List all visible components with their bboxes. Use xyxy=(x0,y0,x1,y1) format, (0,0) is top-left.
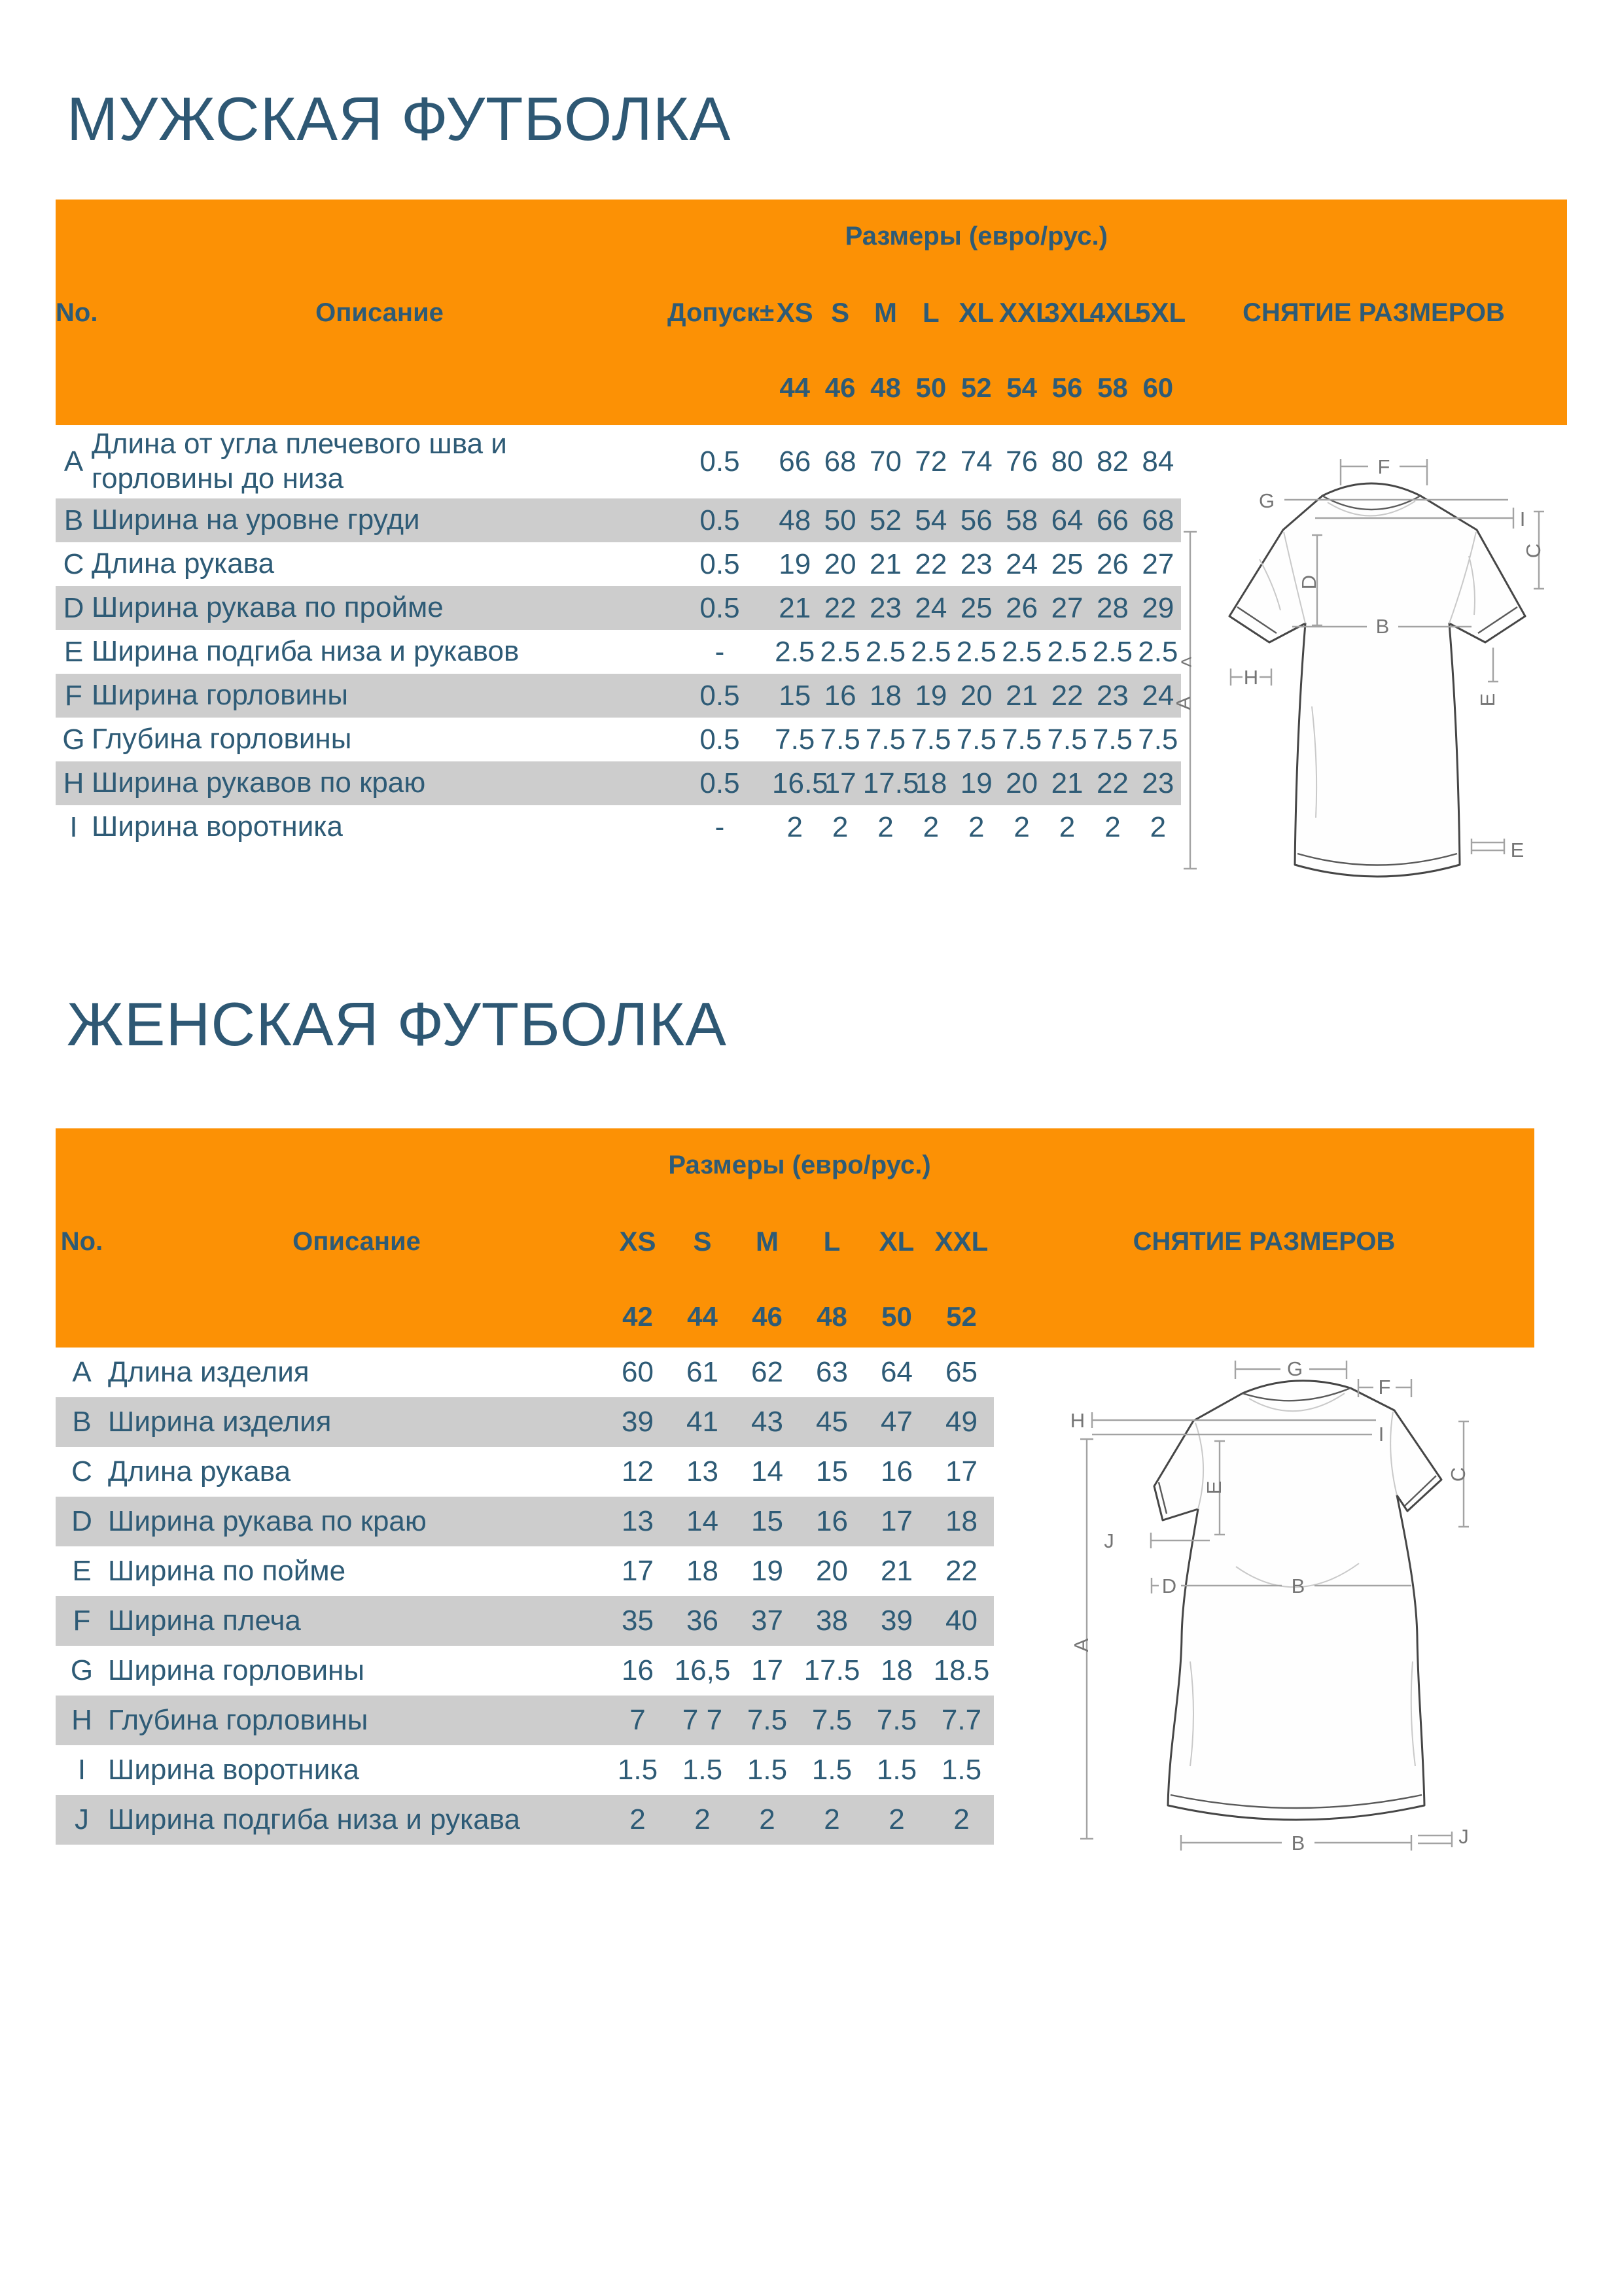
header-row-rus-sizes xyxy=(56,1281,1534,1352)
row-letter: A xyxy=(63,445,84,478)
row-value: 2.5 xyxy=(911,635,951,668)
row-value: 20 xyxy=(816,1555,848,1587)
row-label: Ширина рукава по краю xyxy=(108,1505,427,1537)
row-value: 50 xyxy=(824,504,856,536)
row-value: 7.5 xyxy=(811,1704,853,1736)
row-value: 72 xyxy=(915,445,947,478)
row-value: 2.5 xyxy=(1002,635,1042,668)
row-label: Ширина воротника xyxy=(92,810,343,843)
row-value: 84 xyxy=(1142,445,1174,478)
row-value: 17 xyxy=(824,767,856,799)
row-value: 7.5 xyxy=(956,723,996,756)
row-value: 20 xyxy=(1006,767,1038,799)
size-column-header: S xyxy=(693,1226,712,1257)
row-value: 2 xyxy=(1150,810,1167,843)
col-header-description: Описание xyxy=(315,298,444,327)
row-value: 16.5 xyxy=(772,767,828,799)
row-value: 66 xyxy=(779,445,811,478)
row-value: 7.5 xyxy=(775,723,815,756)
table-row xyxy=(56,542,1181,586)
row-value: 21 xyxy=(870,548,902,580)
table-row xyxy=(56,674,1181,718)
rus-size-column-header: 60 xyxy=(1142,372,1174,403)
table-row xyxy=(56,718,1181,761)
sizes-group-label: Размеры (евро/рус.) xyxy=(668,1150,931,1179)
row-value: 7 xyxy=(629,1704,646,1736)
table-row xyxy=(56,1646,994,1696)
dim-label-g: G xyxy=(1286,1357,1303,1380)
dim-label-g: G xyxy=(1258,489,1275,512)
row-value: 2.5 xyxy=(1138,635,1178,668)
rus-size-column-header: 52 xyxy=(946,1301,977,1332)
table-row xyxy=(56,1546,994,1596)
dim-label-j-hem: J xyxy=(1458,1825,1469,1848)
row-value: 7.5 xyxy=(876,1704,917,1736)
col-header-description: Описание xyxy=(292,1226,421,1256)
men-table-body xyxy=(56,425,1181,849)
row-value: 16 xyxy=(824,679,856,712)
dim-label-d: D xyxy=(1297,574,1320,590)
size-column-header: L xyxy=(823,1226,841,1257)
row-tolerance: - xyxy=(714,635,725,668)
measure-column-header: СНЯТИЕ РАЗМЕРОВ xyxy=(1133,1226,1396,1256)
dim-label-d: D xyxy=(1161,1574,1177,1597)
row-value: 21 xyxy=(881,1555,913,1587)
size-column-header: XXL xyxy=(934,1226,989,1257)
row-value: 80 xyxy=(1051,445,1084,478)
row-value: 52 xyxy=(870,504,902,536)
row-letter: H xyxy=(71,1704,92,1736)
row-value: 17.5 xyxy=(862,767,919,799)
row-value: 64 xyxy=(1051,504,1084,536)
rus-size-column-header: 50 xyxy=(915,372,947,403)
sizes-group-label: Размеры (евро/рус.) xyxy=(845,221,1108,251)
row-value: 22 xyxy=(1051,679,1084,712)
row-value: 2 xyxy=(694,1803,711,1835)
row-value: 18 xyxy=(870,679,902,712)
size-column-header: S xyxy=(831,297,850,328)
row-letter: I xyxy=(69,810,78,843)
row-value: 1.5 xyxy=(747,1754,788,1786)
row-label: Глубина горловины xyxy=(92,723,352,756)
row-value: 12 xyxy=(622,1455,654,1487)
row-value: 7 7 xyxy=(682,1704,723,1736)
row-letter: G xyxy=(70,1654,94,1686)
row-value: 16 xyxy=(622,1654,654,1686)
table-row xyxy=(56,630,1181,674)
size-column-header: XL xyxy=(959,297,995,328)
men-size-diagram xyxy=(1172,425,1567,877)
row-value: 61 xyxy=(686,1356,718,1388)
men-table-header xyxy=(56,200,1567,425)
row-value: 7.5 xyxy=(865,723,906,756)
col-header-tolerance: Допуск± xyxy=(667,298,775,327)
row-value: 25 xyxy=(960,591,993,624)
row-value: 28 xyxy=(1096,591,1129,624)
women-size-diagram xyxy=(994,1348,1534,1877)
rus-size-column-header: 54 xyxy=(1006,372,1037,403)
rus-size-column-header: 44 xyxy=(779,372,811,403)
row-value: 23 xyxy=(1096,679,1129,712)
row-label: Ширина рукавов по краю xyxy=(92,767,426,799)
row-value: 23 xyxy=(1142,767,1174,799)
row-value: 2 xyxy=(786,810,803,843)
header-row-columns xyxy=(56,273,1567,353)
row-value: 23 xyxy=(960,548,993,580)
row-letter: D xyxy=(63,591,84,624)
row-label: Ширина подгиба низа и рукава xyxy=(108,1803,521,1835)
row-letter: C xyxy=(71,1455,92,1487)
row-letter: I xyxy=(77,1754,86,1786)
row-value: 39 xyxy=(881,1605,913,1637)
women-section-title: ЖЕНСКАЯ ФУТБОЛКА xyxy=(67,990,727,1058)
row-letter: H xyxy=(63,767,84,799)
size-column-header: 3XL xyxy=(1044,297,1095,328)
row-value: 18.5 xyxy=(933,1654,990,1686)
row-value: 18 xyxy=(915,767,947,799)
size-column-header: XS xyxy=(776,297,813,328)
dim-label-i: I xyxy=(1378,1423,1384,1446)
row-letter: E xyxy=(63,635,84,668)
row-value: 70 xyxy=(870,445,902,478)
table-row xyxy=(56,425,1181,498)
row-value: 68 xyxy=(1142,504,1174,536)
row-value: 35 xyxy=(622,1605,654,1637)
rus-size-column-header: 50 xyxy=(881,1301,912,1332)
row-value: 2.5 xyxy=(775,635,815,668)
row-value: 65 xyxy=(945,1356,978,1388)
table-row xyxy=(56,586,1181,630)
row-label: Глубина горловины xyxy=(108,1703,368,1736)
table-row xyxy=(56,805,1181,849)
table-row xyxy=(56,498,1181,542)
size-column-header: XL xyxy=(879,1226,915,1257)
size-column-header: 5XL xyxy=(1135,297,1186,328)
row-value: 27 xyxy=(1142,548,1174,580)
row-value: 58 xyxy=(1006,504,1038,536)
row-value: 41 xyxy=(686,1406,718,1438)
table-row xyxy=(56,1497,994,1546)
rus-size-column-header: 48 xyxy=(817,1301,847,1332)
row-label: Ширина подгиба низа и рукавов xyxy=(92,635,520,668)
row-letter: G xyxy=(62,723,85,756)
row-value: 7.5 xyxy=(1138,723,1178,756)
row-tolerance: 0.5 xyxy=(699,504,740,536)
row-value: 1.5 xyxy=(941,1754,982,1786)
row-value: 2 xyxy=(923,810,940,843)
row-label: Ширина горловины xyxy=(108,1654,364,1686)
row-value: 20 xyxy=(960,679,993,712)
rus-size-column-header: 46 xyxy=(824,372,856,403)
row-value: 18 xyxy=(881,1654,913,1686)
row-value: 26 xyxy=(1096,548,1129,580)
row-value: 37 xyxy=(751,1605,783,1637)
row-value: 48 xyxy=(779,504,811,536)
row-value: 39 xyxy=(622,1406,654,1438)
row-value: 40 xyxy=(945,1605,978,1637)
row-value: 2.5 xyxy=(956,635,996,668)
table-row xyxy=(56,1397,994,1447)
table-row xyxy=(56,1696,994,1745)
row-value: 24 xyxy=(1006,548,1038,580)
women-table-header xyxy=(56,1128,1534,1348)
row-value: 19 xyxy=(779,548,811,580)
row-tolerance: 0.5 xyxy=(699,767,740,799)
row-value: 45 xyxy=(816,1406,848,1438)
row-value: 19 xyxy=(960,767,993,799)
dim-line-e-hem xyxy=(1472,839,1504,854)
dim-label-b-chest: B xyxy=(1291,1574,1305,1597)
row-value: 24 xyxy=(1142,679,1174,712)
row-value: 14 xyxy=(686,1505,718,1537)
row-value: 16 xyxy=(816,1505,848,1537)
women-size-table xyxy=(56,1128,1534,1854)
row-value: 2 xyxy=(832,810,849,843)
table-row xyxy=(56,1596,994,1646)
row-letter: A xyxy=(72,1356,92,1388)
row-value: 63 xyxy=(816,1356,848,1388)
row-value: 22 xyxy=(1096,767,1129,799)
row-value: 56 xyxy=(960,504,993,536)
header-row-group xyxy=(56,1128,1534,1202)
row-label: Длина рукава xyxy=(92,548,275,580)
rus-size-column-header: 42 xyxy=(622,1301,653,1332)
row-label: Ширина горловины xyxy=(92,679,348,712)
row-tolerance: 0.5 xyxy=(699,445,740,478)
rus-size-column-header: 44 xyxy=(687,1301,718,1332)
rus-size-column-header: 58 xyxy=(1097,372,1128,403)
row-value: 21 xyxy=(1051,767,1084,799)
row-letter: D xyxy=(71,1505,92,1537)
row-value: 7.5 xyxy=(1047,723,1087,756)
row-value: 26 xyxy=(1006,591,1038,624)
row-value: 82 xyxy=(1096,445,1129,478)
dim-label-b: B xyxy=(1375,615,1390,638)
row-value: 2.5 xyxy=(820,635,860,668)
row-value: 16 xyxy=(881,1455,913,1487)
row-letter: E xyxy=(72,1555,92,1587)
rus-size-column-header: 52 xyxy=(961,372,992,403)
header-row-columns xyxy=(56,1202,1534,1281)
row-label: Длина изделия xyxy=(108,1355,309,1388)
row-value: 19 xyxy=(915,679,947,712)
size-column-header: M xyxy=(873,297,897,328)
row-value: 15 xyxy=(779,679,811,712)
row-value: 15 xyxy=(816,1455,848,1487)
row-value: 2 xyxy=(953,1803,970,1835)
size-column-header: M xyxy=(756,1226,779,1257)
dim-label-f: F xyxy=(1377,455,1390,478)
row-value: 49 xyxy=(945,1406,978,1438)
row-tolerance: 0.5 xyxy=(699,591,740,624)
dim-label-e-sleeve: E xyxy=(1476,693,1499,707)
row-label: Ширина рукава по пройме xyxy=(92,591,444,624)
row-value: 7.7 xyxy=(941,1704,982,1736)
row-value: 14 xyxy=(751,1455,783,1487)
row-tolerance: 0.5 xyxy=(699,723,740,756)
rus-size-column-header: 46 xyxy=(752,1301,783,1332)
row-label: Ширина плеча xyxy=(108,1604,301,1637)
row-value: 66 xyxy=(1096,504,1129,536)
row-value: 68 xyxy=(824,445,856,478)
row-value: 22 xyxy=(824,591,856,624)
table-row xyxy=(56,1348,994,1397)
row-value: 17 xyxy=(622,1555,654,1587)
row-value: 2 xyxy=(889,1803,905,1835)
tshirt-outline xyxy=(1229,483,1525,877)
row-value: 1.5 xyxy=(682,1754,723,1786)
row-value: 43 xyxy=(751,1406,783,1438)
row-value: 2 xyxy=(1059,810,1076,843)
row-value: 7.5 xyxy=(820,723,860,756)
table-row xyxy=(56,761,1181,805)
row-tolerance: - xyxy=(714,810,725,843)
row-value: 1.5 xyxy=(811,1754,853,1786)
row-value: 1.5 xyxy=(617,1754,658,1786)
row-value: 17 xyxy=(881,1505,913,1537)
dim-label-j-sleeve: J xyxy=(1104,1529,1114,1552)
row-label: Ширина изделия xyxy=(108,1405,332,1438)
table-row xyxy=(56,1795,994,1845)
row-value: 1.5 xyxy=(876,1754,917,1786)
row-value: 13 xyxy=(622,1505,654,1537)
row-value: 2.5 xyxy=(1047,635,1087,668)
row-letter: C xyxy=(63,548,84,580)
row-value: 22 xyxy=(945,1555,978,1587)
row-value: 19 xyxy=(751,1555,783,1587)
rus-size-column-header: 56 xyxy=(1051,372,1083,403)
row-value: 18 xyxy=(945,1505,978,1537)
row-value: 76 xyxy=(1006,445,1038,478)
header-row-group xyxy=(56,200,1567,273)
size-column-header: XS xyxy=(619,1226,656,1257)
dim-label-e-hem: E xyxy=(1510,839,1525,861)
table-row xyxy=(56,1447,994,1497)
row-value: 15 xyxy=(751,1505,783,1537)
row-value: 2.5 xyxy=(865,635,906,668)
row-value: 38 xyxy=(816,1605,848,1637)
row-value: 13 xyxy=(686,1455,718,1487)
dim-label-h: H xyxy=(1243,666,1259,689)
row-value: 2 xyxy=(629,1803,646,1835)
row-value: 2 xyxy=(968,810,985,843)
row-value: 60 xyxy=(622,1356,654,1388)
row-value: 7.5 xyxy=(747,1704,788,1736)
size-column-header: L xyxy=(923,297,940,328)
dim-label-b-hem: B xyxy=(1291,1832,1305,1854)
row-letter: B xyxy=(72,1406,92,1438)
row-value: 2 xyxy=(1104,810,1121,843)
rus-size-column-header: 48 xyxy=(870,372,901,403)
row-value: 7.5 xyxy=(1092,723,1133,756)
row-value: 16,5 xyxy=(674,1654,731,1686)
dim-label-a: A xyxy=(1070,1638,1093,1652)
dim-label-i: I xyxy=(1519,508,1526,531)
row-value: 2 xyxy=(824,1803,840,1835)
row-value: 54 xyxy=(915,504,947,536)
row-value: 17 xyxy=(945,1455,978,1487)
row-value: 47 xyxy=(881,1406,913,1438)
dim-label-c: C xyxy=(1522,543,1545,559)
row-label: Длина от угла плечевого шва и горловины до низа xyxy=(92,428,507,495)
row-value: 24 xyxy=(915,591,947,624)
dim-label-a: A xyxy=(1172,696,1195,710)
col-header-no: No. xyxy=(56,298,98,327)
row-letter: B xyxy=(63,504,84,536)
row-value: 2.5 xyxy=(1092,635,1133,668)
row-tolerance: 0.5 xyxy=(699,548,740,580)
row-letter: F xyxy=(73,1605,91,1637)
size-column-header: 4XL xyxy=(1089,297,1140,328)
row-label: Ширина по пойме xyxy=(108,1554,346,1587)
row-value: 20 xyxy=(824,548,856,580)
row-label: Ширина воротника xyxy=(108,1753,359,1786)
row-value: 62 xyxy=(751,1356,783,1388)
row-value: 21 xyxy=(1006,679,1038,712)
row-value: 22 xyxy=(915,548,947,580)
dim-arrow-left: < xyxy=(1180,650,1193,673)
row-letter: F xyxy=(65,679,82,712)
row-value: 7.5 xyxy=(1002,723,1042,756)
row-value: 64 xyxy=(881,1356,913,1388)
row-tolerance: 0.5 xyxy=(699,679,740,712)
row-value: 23 xyxy=(870,591,902,624)
tshirt-outline xyxy=(1154,1381,1441,1820)
row-value: 74 xyxy=(960,445,993,478)
row-value: 7.5 xyxy=(911,723,951,756)
row-letter: J xyxy=(75,1803,89,1835)
row-value: 18 xyxy=(686,1555,718,1587)
dim-label-f: F xyxy=(1378,1376,1391,1399)
dim-label-e: E xyxy=(1203,1480,1225,1495)
row-value: 2 xyxy=(877,810,894,843)
dim-label-h: H xyxy=(1070,1409,1085,1432)
row-value: 25 xyxy=(1051,548,1084,580)
women-table-body xyxy=(56,1348,994,1845)
row-value: 2 xyxy=(1014,810,1030,843)
table-row xyxy=(56,1745,994,1795)
row-value: 29 xyxy=(1142,591,1174,624)
row-value: 21 xyxy=(779,591,811,624)
row-value: 2 xyxy=(759,1803,775,1835)
row-value: 17 xyxy=(751,1654,783,1686)
men-section-title: МУЖСКАЯ ФУТБОЛКА xyxy=(67,84,732,153)
measure-column-header: СНЯТИЕ РАЗМЕРОВ xyxy=(1243,298,1505,327)
row-label: Ширина на уровне груди xyxy=(92,504,420,536)
dim-label-c: C xyxy=(1447,1467,1470,1482)
col-header-no: No. xyxy=(60,1226,103,1256)
row-label: Длина рукава xyxy=(108,1455,291,1487)
dim-line-j-hem xyxy=(1418,1832,1452,1847)
header-row-rus-sizes xyxy=(56,353,1567,423)
row-value: 27 xyxy=(1051,591,1084,624)
row-value: 36 xyxy=(686,1605,718,1637)
size-column-header: XXL xyxy=(998,297,1053,328)
men-size-table xyxy=(56,200,1567,861)
row-value: 17.5 xyxy=(803,1654,860,1686)
dim-line-e-sleeve xyxy=(1488,648,1498,682)
